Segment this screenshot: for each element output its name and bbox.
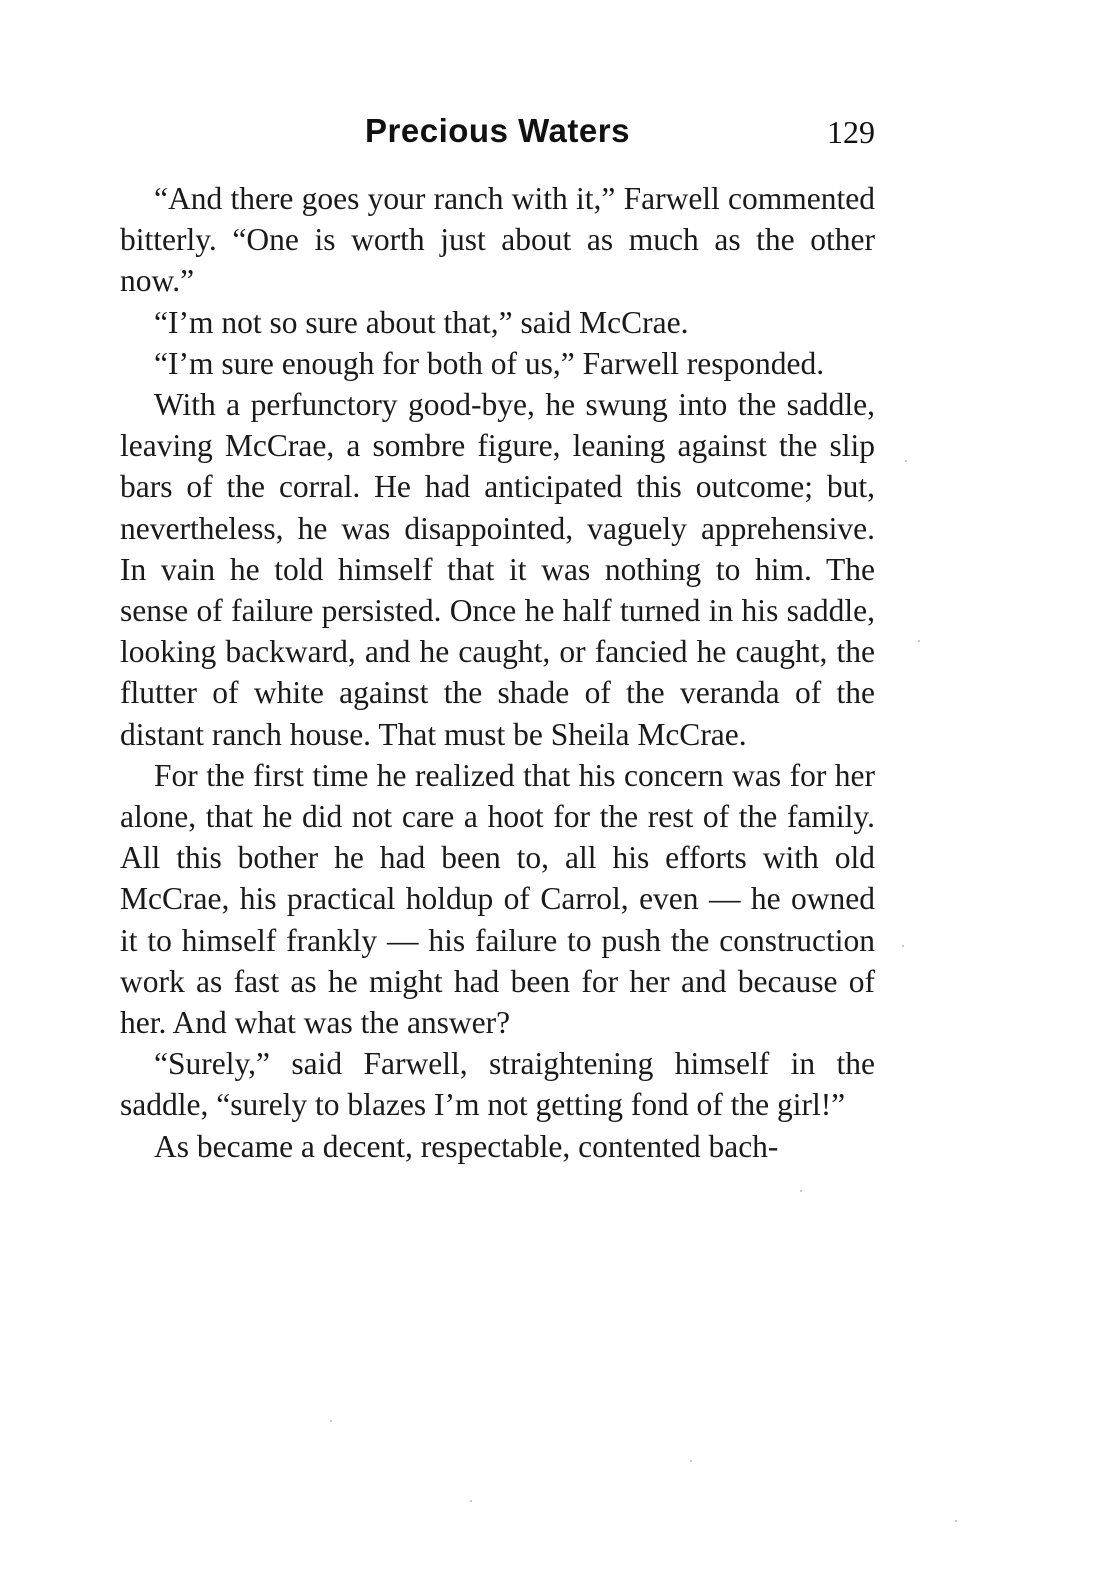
paragraph: For the first time he realized that his concern was for her alone, that he did not care a hoot for the rest of the family. All this bother he had been to, all his efforts with old McCrae, his practical holdup of Carrol, even — he owned it to himself frankly — his failure to push the construction work as fast as he might had been for her and because of her. And what was the answer? (120, 757, 875, 1041)
paragraph: “Surely,” said Farwell, straightening himself in the saddle, “surely to blazes I’m not getting fond of the girl!” (120, 1046, 875, 1123)
scan-speck (918, 640, 920, 642)
paragraph: “I’m not so sure about that,” said McCrae. (154, 304, 689, 340)
running-title: Precious Waters (365, 112, 630, 149)
scan-speck (330, 1420, 332, 1422)
scan-speck (905, 460, 907, 462)
running-head (120, 112, 875, 162)
paragraph: “I’m sure enough for both of us,” Farwell responded. (154, 345, 825, 381)
scan-speck (690, 1460, 692, 1462)
scan-speck (955, 1520, 957, 1522)
scan-speck (470, 1500, 472, 1502)
body-text (120, 178, 875, 1167)
paragraph: With a perfunctory good-bye, he swung into the saddle, leaving McCrae, a sombre figure, leaning against the slip bars of the corral. He had anticipated this outcome; but, nevertheless, he was disappointed, vaguely apprehensive. In vain he told himself that it was nothing to him. The sense of failure persisted. Once he half turned in his saddle, looking backward, and he caught, or fancied he caught, the flutter of white against the shade of the veranda of the distant ranch house. That must be Sheila McCrae. (120, 387, 875, 752)
paragraph: As became a decent, respectable, contented bach- (154, 1128, 779, 1164)
paragraph: “And there goes your ranch with it,” Farwell commented bitterly. “One is worth just about as much as the other now.” (120, 181, 875, 299)
scan-speck (800, 1190, 802, 1192)
page-number: 129 (827, 114, 875, 150)
scan-speck (902, 945, 904, 947)
